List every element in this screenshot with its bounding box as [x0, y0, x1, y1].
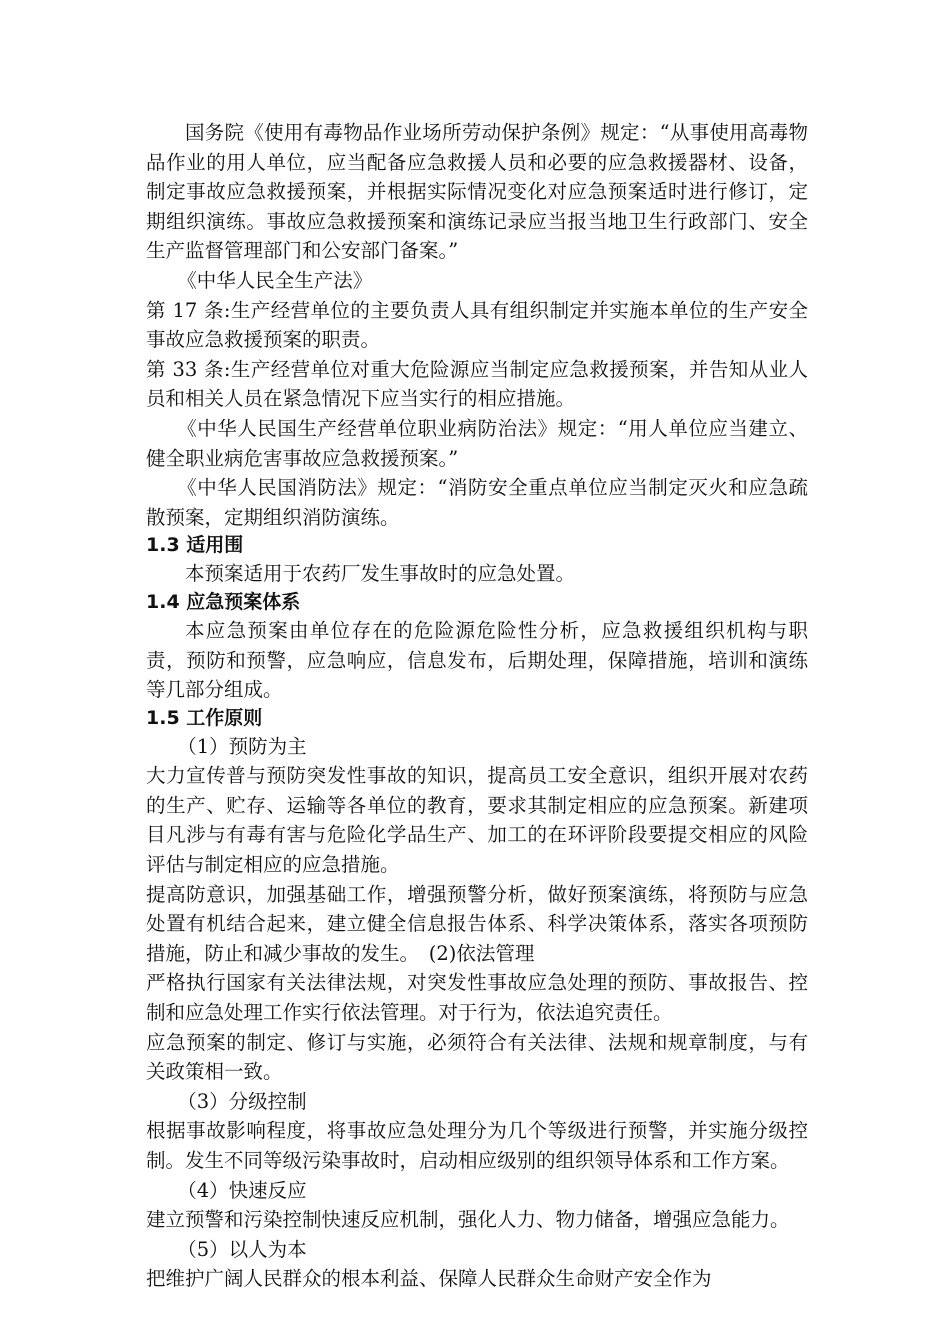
paragraph-article-33: 第 33 条:生产经营单位对重大危险源应当制定应急救援预案，并告知从业人员和相关人员在紧急情况下应当实行的相应措施。 — [146, 357, 808, 411]
paragraph-legal-management-2: 应急预案的制定、修订与实施，必须符合有关法律、法规和规章制度，与有关政策相一致。 — [146, 1030, 808, 1084]
heading-1-4-plan-system: 1.4 应急预案体系 — [146, 590, 301, 613]
paragraph-fire-law: 《中华人民国消防法》规定：“消防安全重点单位应当制定灭火和应急疏散预案，定期组织消防演练。 — [146, 476, 808, 529]
subheading-people-oriented: （5）以人为本 — [177, 1237, 307, 1261]
subheading-rapid-response: （4）快速反应 — [177, 1178, 307, 1202]
paragraph-legal-management-1: 严格执行国家有关法律法规，对突发性事故应急处理的预防、事故报告、控制和应急处理工作实行依法管理。对于行为，依法追究责任。 — [146, 971, 808, 1025]
subheading-graded-control: （3）分级控制 — [177, 1089, 307, 1113]
paragraph-prevention-2: 提高防意识，加强基础工作，增强预警分析，做好预案演练，将预防与应急处置有机结合起来，建立健全信息报告体系、科学决策体系，落实各项预防措施，防止和减少事故的发生。 (2)依法管理 — [146, 882, 808, 965]
paragraph-occupational-law: 《中华人民国生产经营单位职业病防治法》规定：“用人单位应当建立、健全职业病危害事故应急救援预案。” — [146, 416, 808, 470]
paragraph-prevention-1: 大力宣传普与预防突发性事故的知识，提高员工安全意识，组织开展对农药的生产、贮存、运输等各单位的教育，要求其制定相应的应急预案。新建项目凡涉与有毒有害与危险化学品生产、加工的在环评阶段要提交相应的风险评估与制定相应的应急措施。 — [146, 764, 808, 877]
heading-1-3-scope: 1.3 适用围 — [146, 534, 244, 557]
paragraph-people-oriented: 把维护广阔人民群众的根本利益、保障人民群众生命财产安全作为 — [146, 1267, 712, 1291]
paragraph-scope: 本预案适用于农药厂发生事故时的应急处置。 — [185, 562, 576, 586]
subheading-prevention: （1）预防为主 — [177, 734, 307, 758]
paragraph-graded-control: 根据事故影响程度，将事故应急处理分为几个等级进行预警，并实施分级控制。发生不同等级污染事故时，启动相应级别的组织领导体系和工作方案。 — [146, 1119, 808, 1172]
paragraph-article-17: 第 17 条:生产经营单位的主要负责人具有组织制定并实施本单位的生产安全事故应急救援预案的职责。 — [146, 298, 808, 352]
paragraph-plan-system: 本应急预案由单位存在的危险源危险性分析，应急救援组织机构与职责，预防和预警，应急响应，信息发布，后期处理，保障措施，培训和演练等几部分组成。 — [146, 618, 808, 702]
document-page — [146, 118, 808, 1294]
paragraph-rapid-response: 建立预警和污染控制快速反应机制，强化人力、物力储备，增强应急能力。 — [146, 1208, 790, 1232]
paragraph-regulation-intro: 国务院《使用有毒物品作业场所劳动保护条例》规定：“从事使用高毒物品作业的用人单位，应当配备应急救援人员和必要的应急救援器材、设备，制定事故应急救援预案，并根据实际情况变化对应急预案适时进行修订，定期组织演练。事故应急救援预案和演练记录应当报当地卫生行政部门、安全生产监督管理部门和公安部门备案。” — [146, 121, 808, 263]
heading-1-5-principles: 1.5 工作原则 — [146, 706, 263, 729]
paragraph-safety-law-title: 《中华人民全生产法》 — [177, 268, 373, 292]
